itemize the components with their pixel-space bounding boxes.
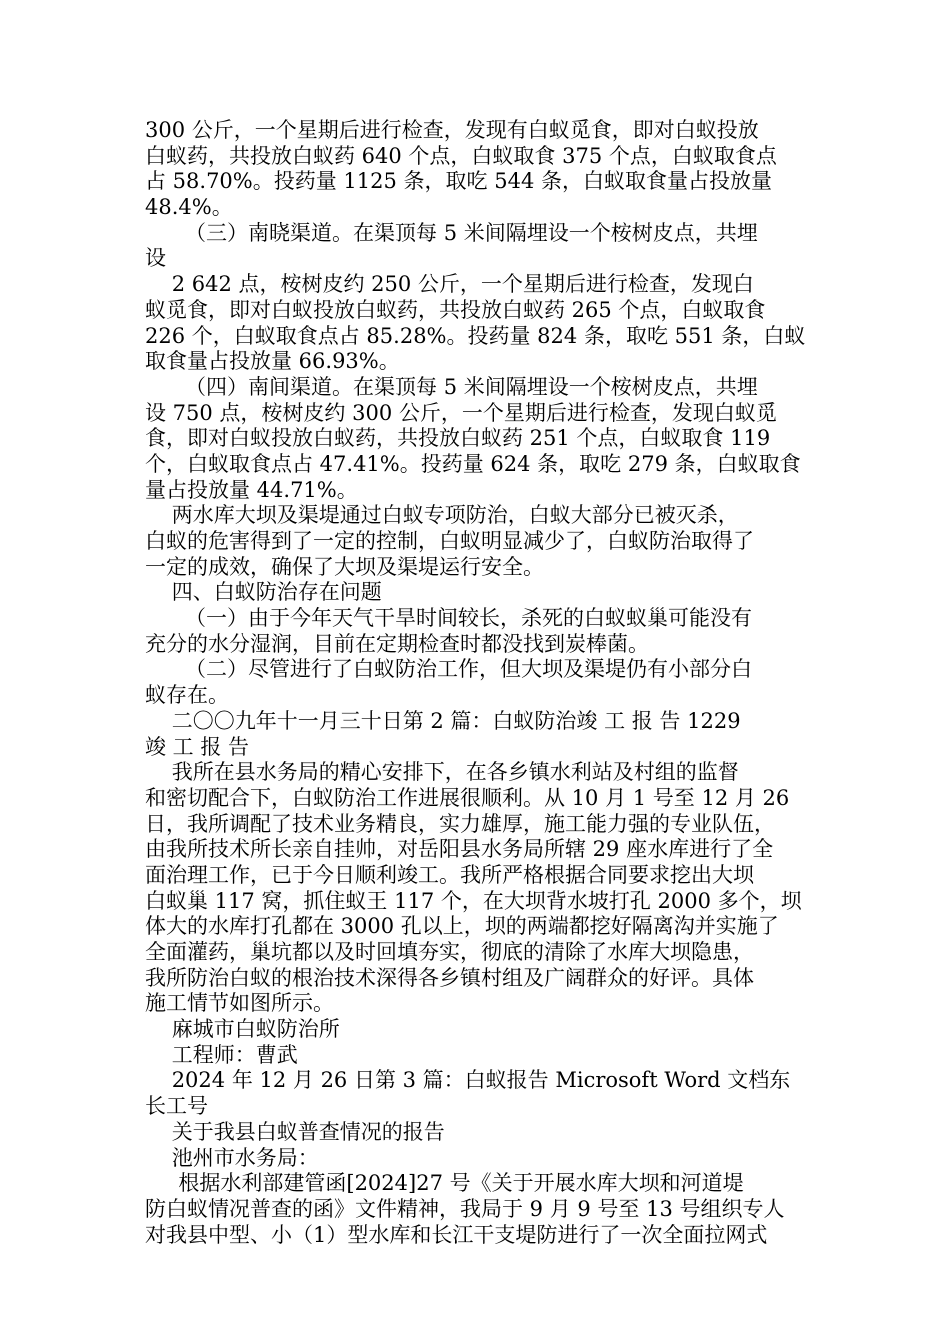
text-line: 取食量占投放量 66.93%。	[145, 349, 400, 374]
text-line: 防白蚁情况普查的函》文件精神，我局于 9 月 9 号至 13 号组织专人	[145, 1196, 785, 1221]
text-line: 充分的水分湿润，目前在定期检查时都没找到炭棒菌。	[145, 631, 649, 656]
text-line: 设	[145, 246, 166, 271]
text-line: （四）南间渠道。在渠顶每 5 米间隔埋设一个桉树皮点，共埋	[145, 374, 758, 399]
document-body	[145, 118, 815, 1248]
text-line: 竣 工 报 告	[145, 734, 250, 759]
text-line: 蚁觅食，即对白蚁投放白蚁药，共投放白蚁药 265 个点，白蚁取食	[145, 297, 766, 322]
text-line: 我所防治白蚁的根治技术深得各乡镇村组及广阔群众的好评。具体	[145, 965, 754, 990]
text-line: 白蚁药，共投放白蚁药 640 个点，白蚁取食 375 个点，白蚁取食点	[145, 143, 777, 168]
text-line: 体大的水库打孔都在 3000 孔以上，坝的两端都挖好隔离沟并实施了	[145, 914, 779, 939]
text-line: 2024 年 12 月 26 日第 3 篇：白蚁报告 Microsoft Word 文档东	[145, 1068, 791, 1093]
text-line: 长工号	[145, 1094, 208, 1119]
text-line: 个，白蚁取食点占 47.41%。投药量 624 条，取吃 279 条，白蚁取食	[145, 451, 801, 476]
text-line: 面治理工作，已于今日顺利竣工。我所严格根据合同要求挖出大坝	[145, 862, 754, 887]
text-line: 占 58.70%。投药量 1125 条，取吃 544 条，白蚁取食量占投放量	[145, 169, 772, 194]
text-line: 量占投放量 44.71%。	[145, 477, 358, 502]
text-line: 施工情节如图所示。	[145, 991, 334, 1016]
text-line: （三）南晓渠道。在渠顶每 5 米间隔埋设一个桉树皮点，共埋	[145, 220, 758, 245]
text-line: 对我县中型、小（1）型水库和长江干支堤防进行了一次全面拉网式	[145, 1222, 768, 1247]
text-line: 蚁存在。	[145, 683, 229, 708]
text-line: 池州市水务局：	[145, 1145, 319, 1170]
text-line: 一定的成效，确保了大坝及渠堤运行安全。	[145, 554, 544, 579]
text-line: 两水库大坝及渠堤通过白蚁专项防治，白蚁大部分已被灭杀，	[145, 503, 739, 528]
text-line: 根据水利部建管函[2024]27 号《关于开展水库大坝和河道堤	[145, 1171, 744, 1196]
text-line: 2 642 点，桉树皮约 250 公斤，一个星期后进行检查，发现白	[145, 272, 754, 297]
text-line: 48.4%。	[145, 195, 233, 220]
text-line: 工程师：曹武	[145, 1042, 298, 1067]
text-line: 日，我所调配了技术业务精良，实力雄厚，施工能力强的专业队伍，	[145, 811, 775, 836]
text-line: 白蚁的危害得到了一定的控制，白蚁明显减少了，白蚁防治取得了	[145, 529, 754, 553]
text-line: 我所在县水务局的精心安排下，在各乡镇水利站及村组的监督	[145, 760, 739, 785]
text-line: 226 个，白蚁取食点占 85.28%。投药量 824 条，取吃 551 条，白蚁	[145, 323, 806, 348]
text-line: 关于我县白蚁普查情况的报告	[145, 1119, 445, 1144]
text-line: 二〇〇九年十一月三十日第 2 篇：白蚁防治竣 工 报 告 1229	[145, 708, 741, 733]
text-line: 设 750 点，桉树皮约 300 公斤，一个星期后进行检查，发现白蚁觅	[145, 400, 777, 425]
text-line: 300 公斤，一个星期后进行检查，发现有白蚁觅食，即对白蚁投放	[145, 118, 759, 142]
text-line: 食，即对白蚁投放白蚁药，共投放白蚁药 251 个点，白蚁取食 119	[145, 426, 771, 451]
text-line: 由我所技术所长亲自挂帅，对岳阳县水务局所辖 29 座水库进行了全	[145, 837, 774, 862]
text-line: （一）由于今年天气干旱时间较长，杀死的白蚁蚁巢可能没有	[145, 606, 753, 631]
text-line: （二）尽管进行了白蚁防治工作，但大坝及渠堤仍有小部分白	[145, 657, 753, 682]
text-line: 和密切配合下，白蚁防治工作进展很顺利。从 10 月 1 号至 12 月 26	[145, 785, 790, 810]
text-line: 麻城市白蚁防治所	[145, 1017, 340, 1042]
text-line: 四、白蚁防治存在问题	[145, 580, 382, 605]
text-line: 全面灌药，巢坑都以及时回填夯实，彻底的清除了水库大坝隐患，	[145, 940, 754, 964]
text-line: 白蚁巢 117 窝，抓住蚁王 117 个，在大坝背水坡打孔 2000 多个，坝	[145, 888, 802, 913]
